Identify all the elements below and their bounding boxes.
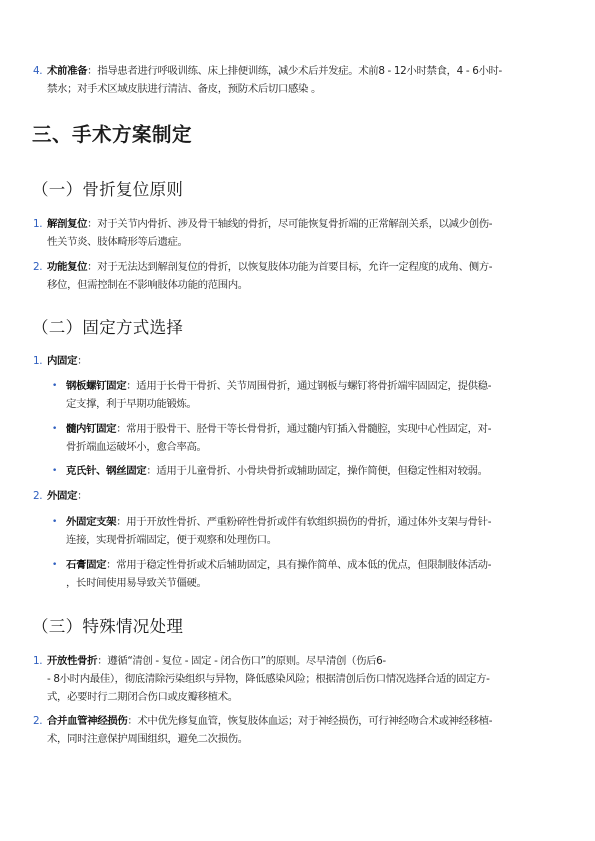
item-text: ：用于开放性骨折、严重粉碎性骨折或伴有软组织损伤的骨折，通过体外支架与骨针- <box>116 516 492 528</box>
list-number: 1. <box>33 355 43 367</box>
list-number: 2. <box>33 261 43 273</box>
list-item-open-fracture <box>33 652 581 706</box>
subsection-heading-fixation: （二）固定方式选择 <box>32 318 184 337</box>
bullet-icon: • <box>52 517 57 527</box>
sub-item-kirschner-wire <box>52 462 580 480</box>
sub-item-external-fixator <box>52 513 580 549</box>
item-label: 解剖复位 <box>47 218 88 230</box>
item-text: ：遵循“清创 - 复位 - 固定 - 闭合伤口”的原则。尽早清创（伤后6- <box>97 655 386 667</box>
item-text-continued: 移位，但需控制在不影响肢体功能的范围内。 <box>47 279 248 291</box>
item-label: 钢板螺钉固定 <box>66 380 127 392</box>
sub-item-intramedullary-nail <box>52 420 580 456</box>
item-text-continued: 连接，实现骨折端固定，便于观察和处理伤口。 <box>66 534 277 546</box>
list-item-anatomical-reduction <box>33 215 581 251</box>
item-text: ：适用于儿童骨折、小骨块骨折或辅助固定，操作简便，但稳定性相对较弱。 <box>146 465 488 477</box>
item-label: 克氏针、钢丝固定 <box>66 465 147 477</box>
list-item-internal-fixation <box>33 352 581 370</box>
item-text-continued: 术，同时注意保护周围组织，避免二次损伤。 <box>47 733 248 745</box>
item-label: 功能复位 <box>47 261 88 273</box>
item-label: 石膏固定 <box>66 559 107 571</box>
list-number: 2. <box>33 715 43 727</box>
bullet-icon: • <box>52 424 57 434</box>
item-text: ：指导患者进行呼吸训练、床上排便训练，减少术后并发症。术前8 - 12小时禁食，4 - 6小时- <box>87 65 502 77</box>
list-item-functional-reduction <box>33 258 581 294</box>
subsection-heading-reduction: （一）骨折复位原则 <box>32 180 184 199</box>
list-number: 1. <box>33 655 43 667</box>
item-label: 术前准备 <box>47 65 88 77</box>
item-label: 髓内钉固定 <box>66 423 117 435</box>
item-text: ：常用于股骨干、胫骨干等长骨骨折，通过髓内钉插入骨髓腔，实现中心性固定，对- <box>116 423 492 435</box>
item-text-continued: ，长时间使用易导致关节僵硬。 <box>66 577 207 589</box>
sub-item-plaster-cast <box>52 556 580 592</box>
item-text-continued: 禁水；对手术区域皮肤进行清洁、备皮，预防术后切口感染 。 <box>47 83 322 95</box>
bullet-icon: • <box>52 560 57 570</box>
list-number: 2. <box>33 490 43 502</box>
item-label: 外固定 <box>47 490 78 502</box>
list-item-vascular-nerve-injury <box>33 712 581 748</box>
sub-item-plate-screw <box>52 377 580 413</box>
item-text: ：术中优先修复血管，恢复肢体血运；对于神经损伤，可行神经吻合术或神经移植- <box>127 715 493 727</box>
list-number: 4. <box>33 65 43 77</box>
item-text: ：适用于长骨干骨折、关节周围骨折，通过钢板与螺钉将骨折端牢固固定，提供稳- <box>126 380 492 392</box>
item-label: 内固定 <box>47 355 78 367</box>
section-heading: 三、手术方案制定 <box>32 123 193 146</box>
item-text: ：对于关节内骨折、涉及骨干轴线的骨折，尽可能恢复骨折端的正常解剖关系，以减少创伤- <box>87 218 493 230</box>
item-text: ：常用于稳定性骨折或术后辅助固定，具有操作简单、成本低的优点，但限制肢体活动- <box>106 559 492 571</box>
list-number: 1. <box>33 218 43 230</box>
bullet-icon: • <box>52 466 57 476</box>
list-item-external-fixation <box>33 487 581 505</box>
item-label: 外固定支架 <box>66 516 117 528</box>
item-text-continued: - 8小时内最佳），彻底清除污染组织与异物，降低感染风险；根据清创后伤口情况选择合适的固定方- <box>47 673 490 685</box>
subsection-heading-special: （三）特殊情况处理 <box>32 617 184 636</box>
item-label: 合并血管神经损伤 <box>47 715 128 727</box>
item-text-continued: 式，必要时行二期闭合伤口或皮瓣移植术。 <box>47 691 238 703</box>
bullet-icon: • <box>52 381 57 391</box>
item-text-continued: 骨折端血运破坏小，愈合率高。 <box>66 441 207 453</box>
item-colon: ： <box>77 355 88 367</box>
item-text-continued: 定支撑，利于早期功能锻炼。 <box>66 398 197 410</box>
item-label: 开放性骨折 <box>47 655 98 667</box>
list-item-preop <box>33 62 581 98</box>
item-text-continued: 性关节炎、肢体畸形等后遗症。 <box>47 236 188 248</box>
item-text: ：对于无法达到解剖复位的骨折，以恢复肢体功能为首要目标，允许一定程度的成角、侧方- <box>87 261 493 273</box>
item-colon: ： <box>77 490 88 502</box>
